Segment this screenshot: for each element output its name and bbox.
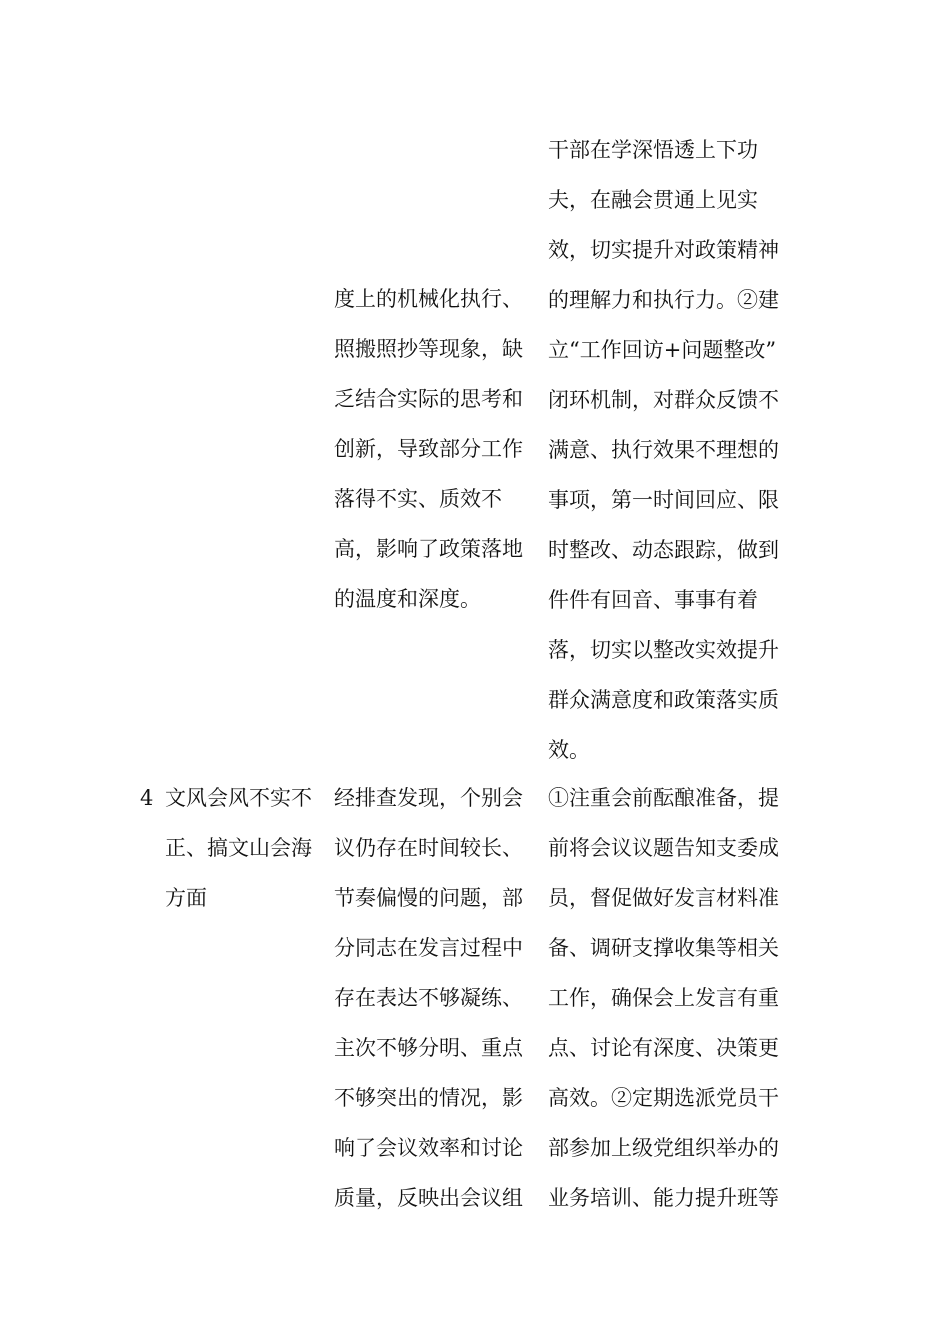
measure-line: ①注重会前酝酿准备，提: [548, 786, 779, 810]
problem-line: 响了会议效率和讨论: [334, 1136, 523, 1160]
problem-line: 的温度和深度。: [334, 587, 481, 611]
problem-line: 节奏偏慢的问题，部: [334, 886, 523, 910]
row-number: [140, 773, 162, 823]
measure-line: 干部在学深悟透上下功: [548, 138, 758, 162]
problem-column-row4: [334, 773, 539, 1223]
problem-line: 高，影响了政策落地: [334, 537, 523, 561]
problem-line: 经排查发现，个别会: [334, 786, 523, 810]
measure-line: 效。: [548, 738, 590, 762]
measure-column-previous-row: [548, 125, 808, 775]
measure-line: 落，切实以整改实效提升: [548, 638, 779, 662]
problem-line: 质量，反映出会议组: [334, 1186, 523, 1210]
measure-line: 时整改、动态跟踪，做到: [548, 538, 779, 562]
measure-line: 工作，确保会上发言有重: [548, 986, 779, 1010]
aspect-line: 文风会风不实不: [165, 786, 312, 810]
measure-line: 点、讨论有深度、决策更: [548, 1036, 779, 1060]
measure-line: 件件有回音、事事有着: [548, 588, 758, 612]
problem-column-previous-row: [334, 274, 539, 624]
problem-line: 照搬照抄等现象，缺: [334, 337, 523, 361]
problem-line: 落得不实、质效不: [334, 487, 502, 511]
measure-line: 立“工作回访+问题整改”: [548, 338, 777, 362]
measure-line: 夫，在融会贯通上见实: [548, 188, 758, 212]
measure-line: 的理解力和执行力。②建: [548, 288, 779, 312]
problem-line: 度上的机械化执行、: [334, 287, 523, 311]
measure-line: 高效。②定期选派党员干: [548, 1086, 779, 1110]
problem-line: 乏结合实际的思考和: [334, 387, 523, 411]
problem-line: 不够突出的情况，影: [334, 1086, 523, 1110]
problem-line: 创新，导致部分工作: [334, 437, 523, 461]
measure-line: 员，督促做好发言材料准: [548, 886, 779, 910]
measure-line: 部参加上级党组织举办的: [548, 1136, 779, 1160]
problem-line: 分同志在发言过程中: [334, 936, 523, 960]
measure-line: 事项，第一时间回应、限: [548, 488, 779, 512]
aspect-line: 正、搞文山会海: [165, 836, 312, 860]
measure-line: 效，切实提升对政策精神: [548, 238, 779, 262]
measure-line: 群众满意度和政策落实质: [548, 688, 779, 712]
measure-line: 前将会议议题告知支委成: [548, 836, 779, 860]
measure-line: 闭环机制，对群众反馈不: [548, 388, 779, 412]
row-number-text: 4: [140, 786, 154, 810]
measure-column-row4: [548, 773, 808, 1223]
aspect-column-row4: [165, 773, 330, 923]
aspect-line: 方面: [165, 886, 207, 910]
problem-line: 存在表达不够凝练、: [334, 986, 523, 1010]
measure-line: 备、调研支撑收集等相关: [548, 936, 779, 960]
problem-line: 议仍存在时间较长、: [334, 836, 523, 860]
problem-line: 主次不够分明、重点: [334, 1036, 523, 1060]
measure-line: 满意、执行效果不理想的: [548, 438, 779, 462]
measure-line: 业务培训、能力提升班等: [548, 1186, 779, 1210]
